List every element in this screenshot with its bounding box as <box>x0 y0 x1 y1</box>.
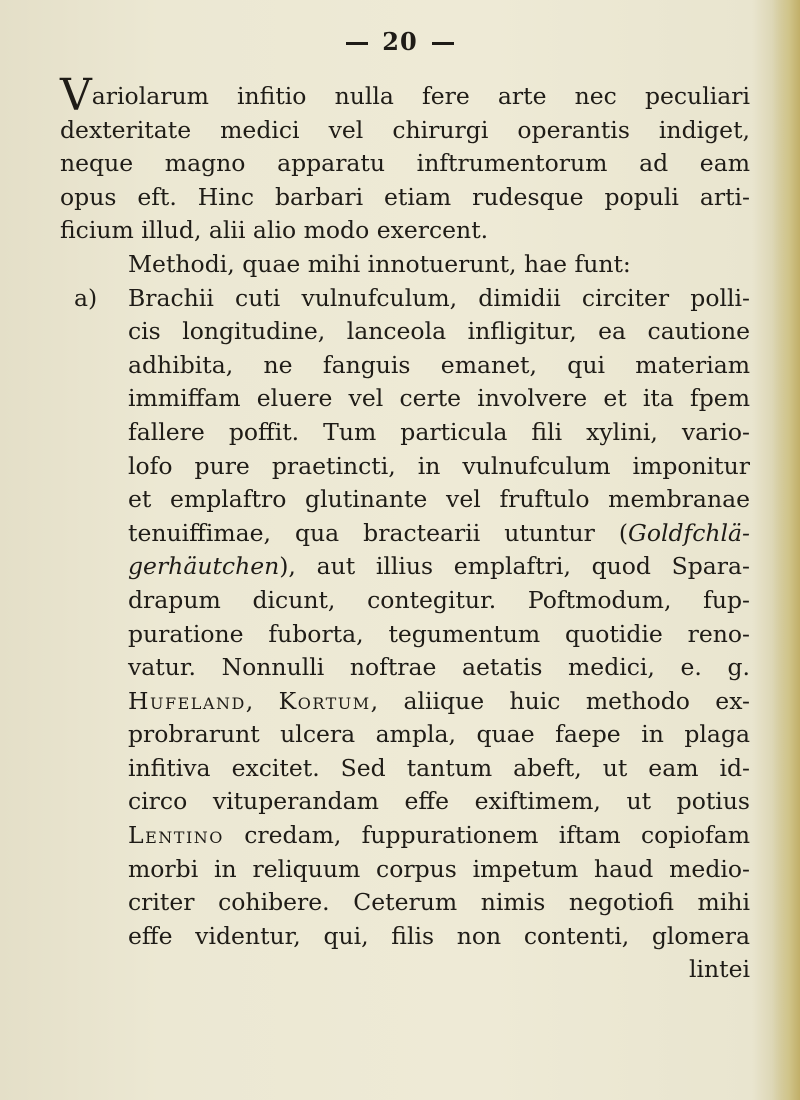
text-line: tenuiffimae, qua bractearii utuntur (Goldfchlä- <box>128 518 750 547</box>
text-line: ficium illud, alii alio modo exercent. <box>60 216 489 245</box>
text-line: fallere poffit. Tum particula fili xylini, vario- <box>128 417 750 446</box>
text-line: immiffam eluere vel certe involvere et ita fpem <box>128 384 750 413</box>
text-line: lofo pure praetincti, in vulnufculum imponitur <box>128 451 750 480</box>
text-line: neque magno apparatu inftrumentorum ad eam <box>60 149 750 178</box>
author-name: Hufeland <box>128 686 246 715</box>
text-line: adhibita, ne fanguis emanet, qui materiam <box>128 350 750 379</box>
text-line: puratione fuborta, tegumentum quotidie reno- <box>128 619 750 648</box>
text-line: probrarunt ulcera ampla, quae faepe in plaga <box>128 720 750 749</box>
page-header <box>0 22 800 62</box>
text-line: effe videntur, qui, filis non contenti, glomera <box>128 921 750 950</box>
text-line: et emplaftro glutinante vel fruftulo membranae <box>128 485 750 514</box>
text-line: vatur. Nonnulli noftrae aetatis medici, e. g. <box>128 653 750 682</box>
text-line: drapum dicunt, contegitur. Poftmodum, fup- <box>128 585 750 614</box>
page-edge-stain <box>772 0 800 1100</box>
text-line: Variolarum infitio nulla fere arte nec peculiari <box>60 70 750 121</box>
header-dash-left <box>346 42 368 45</box>
text-line: Methodi, quae mihi innotuerunt, hae funt: <box>128 249 631 278</box>
italic-term: gerhäutchen <box>128 552 280 581</box>
text-line: Hufeland, Kortum, aliique huic methodo ex- <box>128 686 750 715</box>
text-line: criter cohibere. Ceterum nimis negotiofi mihi <box>128 888 750 917</box>
text-line: infitiva excitet. Sed tantum abeft, ut eam id- <box>128 753 750 782</box>
italic-term: Goldfchlä- <box>628 518 750 547</box>
header-dash-right <box>432 42 454 45</box>
text-line: a) Brachii cuti vulnufculum, dimidii circiter polli- <box>128 282 750 316</box>
text-line: opus eft. Hinc barbari etiam rudesque populi arti- <box>60 182 750 211</box>
catchword: lintei <box>688 955 750 984</box>
text-line: dexteritate medici vel chirurgi operantis indiget, <box>60 115 750 144</box>
text-line: morbi in reliquum corpus impetum haud medio- <box>128 854 750 883</box>
text-line: Lentino credam, fuppurationem iftam copiofam <box>128 821 750 850</box>
text-line: gerhäutchen), aut illius emplaftri, quod Spara- <box>128 552 750 581</box>
text-line: circo vituperandam effe exiftimem, ut potius <box>128 787 750 816</box>
text-line: cis longitudine, lanceola infligitur, ea cautione <box>128 317 750 346</box>
author-name: Kortum <box>278 686 371 715</box>
list-marker: a) <box>74 283 98 312</box>
author-name: Lentino <box>128 821 224 850</box>
body-text <box>60 70 750 987</box>
drop-cap: V <box>60 70 92 121</box>
page-number: 20 <box>382 27 418 56</box>
list-item-a <box>60 282 750 987</box>
